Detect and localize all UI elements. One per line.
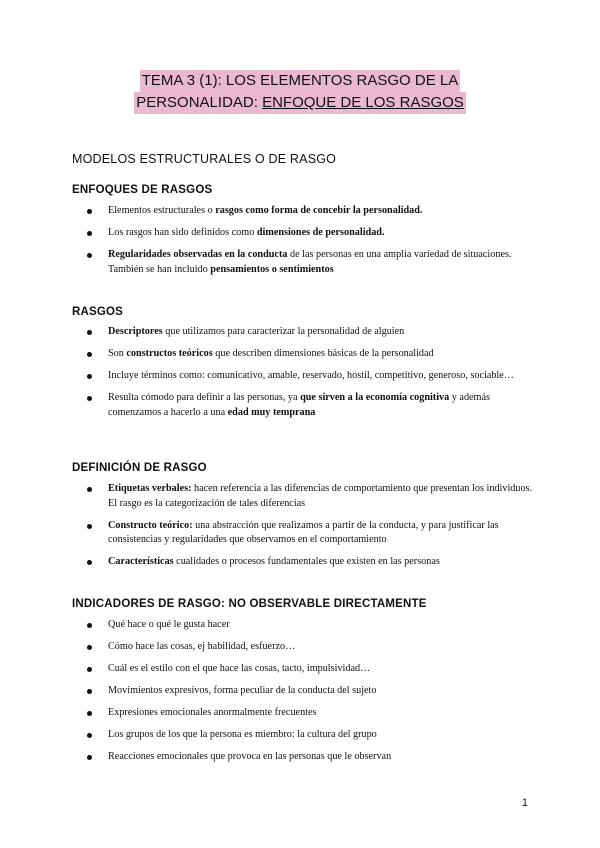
subheading-indicadores: INDICADORES DE RASGO: NO OBSERVABLE DIRECTAMENTE	[72, 598, 427, 610]
bullet-icon	[87, 711, 92, 716]
title-line-2-underlined: ENFOQUE DE LOS RASGOS	[262, 94, 464, 111]
list-item: Movimientos expresivos, forma peculiar de la conducta del sujeto	[84, 684, 534, 699]
bullet-icon	[87, 396, 92, 401]
list-item: Elementos estructurales o rasgos como forma de concebir la personalidad.	[84, 204, 534, 219]
bullet-icon	[87, 560, 92, 565]
list-item: Descriptores que utilizamos para caracterizar la personalidad de alguien	[84, 325, 534, 340]
subheading-definicion: DEFINICIÓN DE RASGO	[72, 462, 207, 474]
list-item: Cómo hace las cosas, ej habilidad, esfuerzo…	[84, 640, 534, 655]
bullet-icon	[87, 352, 92, 357]
list-item: Los grupos de los que la persona es miembro: la cultura del grupo	[84, 728, 534, 743]
list-item: Cuál es el estilo con el que hace las cosas, tacto, impulsividad…	[84, 662, 534, 677]
list-item: Son constructos teóricos que describen dimensiones básicas de la personalidad	[84, 347, 534, 362]
list-item: Qué hace o qué le gusta hacer	[84, 618, 534, 633]
title-line-2-plain: PERSONALIDAD:	[136, 94, 263, 111]
bullet-icon	[87, 623, 92, 628]
bullet-icon	[87, 253, 92, 258]
bullet-icon	[87, 374, 92, 379]
bullet-icon	[87, 524, 92, 529]
bullet-icon	[87, 667, 92, 672]
indicadores-list	[84, 618, 534, 772]
bullet-icon	[87, 209, 92, 214]
section-heading-modelos: MODELOS ESTRUCTURALES O DE RASGO	[72, 152, 337, 166]
definicion-list	[84, 482, 534, 577]
list-item: Incluye términos como: comunicativo, amable, reservado, hostil, competitivo, generoso, sociable…	[84, 369, 534, 384]
subheading-enfoques: ENFOQUES DE RASGOS	[72, 184, 213, 196]
list-item: Regularidades observadas en la conducta de las personas en una amplia variedad de situaciones. También se han incluido pensamientos o sentimientos	[84, 248, 534, 277]
list-item: Expresiones emocionales anormalmente frecuentes	[84, 706, 534, 721]
subheading-rasgos: RASGOS	[72, 306, 124, 318]
list-item: Etiquetas verbales: hacen referencia a las diferencias de comportamiento que presentan los individuos. El rasgo es la categorización de tales diferencias	[84, 482, 534, 511]
document-title	[0, 70, 600, 114]
list-item: Resulta cómodo para definir a las personas, ya que sirven a la economía cognitiva y además comenzamos a hacerlo a una edad muy temprana	[84, 391, 534, 420]
bullet-icon	[87, 645, 92, 650]
bullet-icon	[87, 330, 92, 335]
bullet-icon	[87, 689, 92, 694]
bullet-icon	[87, 231, 92, 236]
bullet-icon	[87, 755, 92, 760]
title-line-2	[134, 92, 466, 114]
bullet-icon	[87, 487, 92, 492]
bullet-icon	[87, 733, 92, 738]
page-number: 1	[521, 797, 528, 809]
title-line-1: TEMA 3 (1): LOS ELEMENTOS RASGO DE LA	[140, 70, 460, 92]
rasgos-list	[84, 325, 534, 428]
enfoques-list	[84, 204, 534, 285]
list-item: Características cualidades o procesos fundamentales que existen en las personas	[84, 555, 534, 570]
list-item: Los rasgos han sido definidos como dimensiones de personalidad.	[84, 226, 534, 241]
list-item: Reacciones emocionales que provoca en las personas que le observan	[84, 750, 534, 765]
list-item: Constructo teórico: una abstracción que realizamos a partir de la conducta, y para justificar las consistencias y regularidades que observamos en el comportamiento	[84, 519, 534, 548]
